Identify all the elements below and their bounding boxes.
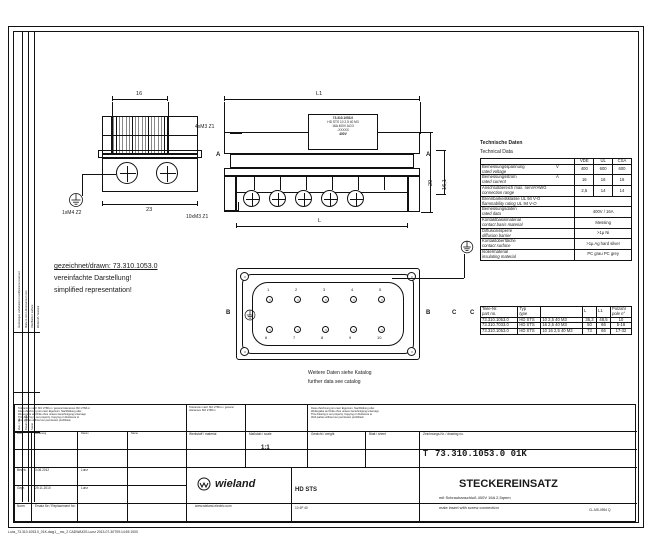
norm-note-0: Toleranzen nach ISO 2768-m / general tolerances ISO 2768-m xyxy=(18,407,90,410)
title-sub-en: male insert with screw connection xyxy=(439,505,499,510)
pin-4 xyxy=(350,296,357,303)
tech-row-label: Diffusionssperre diffusion barrier xyxy=(481,228,575,239)
weight-label: Gewicht / weight xyxy=(311,432,335,436)
parts-cell-2: 16 2,5 40 M3 xyxy=(541,323,583,329)
tech-row-label: Brennbarkeitsklasse UL 94 V-O flammability rating UL 94 V-O xyxy=(481,196,575,207)
parts-col-header-0: Teile-Nr. part no. xyxy=(481,307,518,318)
tech-col-header-3: CSA xyxy=(612,159,631,165)
catalog-note-en: further data see catalog xyxy=(308,379,361,385)
parts-col-header-4: L1 xyxy=(597,307,611,318)
rev-header-1: Änderung xyxy=(35,432,47,435)
view-mark-C-right: C xyxy=(470,310,475,316)
parts-cell-5: 17-32 xyxy=(610,329,631,335)
norm-note-top-4: third parties without our permission prohibited. xyxy=(311,416,365,420)
tech-col-header-1: VDE xyxy=(575,159,594,165)
pin-number-1: 1 xyxy=(267,287,270,292)
tech-cell-0 xyxy=(575,196,632,207)
company-logo xyxy=(197,477,211,496)
parts-cell-2: 10 16 2,5 40 M3 xyxy=(541,329,583,335)
parts-cell-0: 73.310.1053.0 xyxy=(481,317,518,323)
tech-row xyxy=(481,196,632,207)
view-mark-B-right: B xyxy=(426,310,431,316)
norm-label: Norm xyxy=(17,504,25,508)
strip-note-4: Zust. / rev. xyxy=(18,417,21,430)
tech-row xyxy=(481,239,632,250)
ground-symbol-front xyxy=(244,308,256,326)
parts-header-row xyxy=(481,307,632,318)
dimension-161-label: 16,1 xyxy=(442,179,448,190)
norm-note-1: Diese Zeichnung ist unser Eigentum. Nachbildung oder xyxy=(18,409,82,413)
parts-cell-3: 36,3 xyxy=(583,317,597,323)
parts-cell-1: HD STS xyxy=(518,323,541,329)
parts-row xyxy=(481,329,632,335)
mount-hole-tr xyxy=(407,272,416,281)
norm-note-4: third parties without our permission prohibited. xyxy=(18,418,72,422)
scale-value: 1:1 xyxy=(261,445,270,451)
pin-number-7: 7 xyxy=(293,335,296,340)
parts-cell-3: 50 xyxy=(583,323,597,329)
mount-hole-br xyxy=(407,347,416,356)
tech-row xyxy=(481,228,632,239)
docnum: CL-MS-0594 Q xyxy=(589,508,611,512)
pin-number-8: 8 xyxy=(321,335,324,340)
tech-row xyxy=(481,186,632,197)
tech-cell-1: 16 xyxy=(594,175,613,186)
dimension-L-label: L xyxy=(318,218,322,224)
rev-header-3: Name xyxy=(131,432,138,435)
parts-cell-3: 73 xyxy=(583,329,597,335)
pin-1 xyxy=(266,296,273,303)
screw-circle-right xyxy=(156,162,178,184)
company-url: www.wieland-electric.com xyxy=(195,504,232,508)
dimension-23-label: 23 xyxy=(146,207,153,213)
tech-row xyxy=(481,164,632,175)
drawing-no: 73.310.1053.0 01K xyxy=(435,449,527,459)
label-4xM3-Z1: 4xM3 Z1 xyxy=(195,124,215,130)
drawing-no-label: Zeichnungs-Nr. / drawing no. xyxy=(423,432,464,436)
gepr-label: Gepr. xyxy=(17,486,25,490)
label-1xM4-Z2: 1xM4 Z2 xyxy=(62,210,82,216)
gepr-name: Lunz xyxy=(81,486,88,490)
pin-5 xyxy=(378,296,385,303)
parts-cell-4: 66 xyxy=(597,329,611,335)
pin-8 xyxy=(322,326,329,333)
part-label-box xyxy=(308,114,378,150)
pin-10 xyxy=(378,326,385,333)
terminal-screw-3 xyxy=(295,190,312,207)
terminal-screw-2 xyxy=(269,190,286,207)
product-code: HD STS xyxy=(295,487,318,493)
drawn-note-de: vereinfachte Darstellung! xyxy=(54,275,132,282)
strip-note-0: Änderungen vorbehalten / modifications reserved xyxy=(18,271,21,328)
part-label-line-4: 400V xyxy=(339,132,347,136)
screw-circle-left xyxy=(116,162,138,184)
view-mark-A-right: A xyxy=(426,152,431,158)
gepr-date: 29.11.2010 xyxy=(35,486,51,490)
tech-row-label: Kontaktoberfläche contact surface xyxy=(481,239,575,250)
title-main: STECKEREINSATZ xyxy=(459,478,558,490)
tech-cell-0: 16 xyxy=(575,175,594,186)
parts-col-header-2 xyxy=(541,307,583,318)
parts-col-header-3: L xyxy=(583,307,597,318)
title-block xyxy=(186,404,636,522)
tech-cell-0: 400 xyxy=(575,164,594,175)
pin-9 xyxy=(350,326,357,333)
strip-note-2: Oberfläche / surface xyxy=(31,304,34,328)
tech-cell-0: 400V / 16A xyxy=(575,207,632,218)
view-mark-A-left: A xyxy=(216,152,221,158)
tech-table-title-en: Technical Data xyxy=(480,149,513,155)
parts-cell-4: 48,5 xyxy=(597,317,611,323)
tech-row xyxy=(481,175,632,186)
tech-row xyxy=(481,218,632,229)
terminal-screw-4 xyxy=(321,190,338,207)
replacement-label: Ersatz für / Replacement for: xyxy=(35,504,76,508)
parts-cell-5: 5-16 xyxy=(610,323,631,329)
pin-number-2: 2 xyxy=(295,287,298,292)
drawn-label: gezeichnet/drawn: 73.310.1053.0 xyxy=(54,263,158,270)
tech-cell-2: 600 xyxy=(612,164,631,175)
norm-note-top-2: Weitergabe an Dritte ohne unsere Genehmigung untersagt. xyxy=(311,410,380,414)
pin-number-5: 5 xyxy=(379,287,382,292)
rev-header-0: Zust. xyxy=(17,432,23,435)
bearb-name: Lunz xyxy=(81,468,88,472)
tech-cell-2: 16 xyxy=(612,175,631,186)
pin-7 xyxy=(294,326,301,333)
pin-number-4: 4 xyxy=(351,287,354,292)
ground-symbol-right xyxy=(460,240,474,259)
title-sub-de: mit Schraubanschluß 400V 16A 2,5qmm xyxy=(439,495,511,500)
label-10xM3-Z1: 10xM3 Z1 xyxy=(186,214,209,220)
mount-hole-tl xyxy=(240,272,249,281)
title-block-notes xyxy=(14,404,186,522)
product-code2: 10 4P 40 xyxy=(295,506,308,510)
technical-data-table xyxy=(480,158,632,261)
bearb-date: 3.08.2012 xyxy=(35,468,50,472)
tech-cell-1: 14 xyxy=(594,186,613,197)
tech-col-header-2: UL xyxy=(594,159,613,165)
company-name: wieland xyxy=(215,478,256,490)
tech-cell-0: >1µ Ni xyxy=(575,228,632,239)
catalog-note-de: Weitere Daten siehe Katalog xyxy=(308,370,372,376)
workshop-label: Werkstoff / material xyxy=(189,432,217,436)
tech-row xyxy=(481,207,632,218)
norm-note-top-0: Toleranzen nach ISO 2768-m / general tolerances ISO 2768-m xyxy=(189,406,234,412)
parts-cell-1: HD STS xyxy=(518,329,541,335)
sheet-label: Blatt / sheet xyxy=(369,432,386,436)
tech-cell-1: 600 xyxy=(594,164,613,175)
parts-cell-5: 10 xyxy=(610,317,631,323)
footer-text: Lunz_73.310.1053.0_01K-dwg1__mc_2 CADWAIOS-Lunz 2013-07-30T09:14:55 1000 xyxy=(8,530,138,534)
tech-cell-2: 14 xyxy=(612,186,631,197)
dimension-L1-label: L1 xyxy=(316,91,323,97)
strip-note-5: Datum / date xyxy=(25,415,28,430)
norm-note-3: This drawing is our property. Copying or disclosure to xyxy=(18,415,80,419)
tech-row-label: Kontaktbasismaterial contact basis material xyxy=(481,218,575,229)
pin-3 xyxy=(322,296,329,303)
parts-cell-0: 73.310.1053.0 xyxy=(481,329,518,335)
tech-cell-0: PC grau PC grey xyxy=(575,250,632,261)
dimension-29-label: 29 xyxy=(428,179,434,186)
part-label-line-1: HD STS 10 2,5 40 M3 xyxy=(327,120,359,124)
terminal-screw-1 xyxy=(243,190,260,207)
parts-cell-2: 10 2,5 40 M3 xyxy=(541,317,583,323)
strip-note-6: Name xyxy=(31,423,34,430)
scale-label: Maßstab / scale xyxy=(249,432,272,436)
part-label-line-0: 73.310.1053.0 xyxy=(332,116,354,120)
tech-row-label: Bemessungsdaten rated data xyxy=(481,207,575,218)
part-label-line-2: 16A 400V AC/3 xyxy=(332,124,354,128)
pin-number-3: 3 xyxy=(323,287,326,292)
parts-cell-1: HD STS xyxy=(518,317,541,323)
norm-note-2: Weitergabe an Dritte ohne unsere Genehmigung untersagt. xyxy=(18,412,87,416)
tech-cell-0: Messing xyxy=(575,218,632,229)
strip-note-1: Maße in mm / dimensions in mm xyxy=(25,290,28,328)
tech-table-title-de: Technische Daten xyxy=(480,140,523,146)
tech-cell-0: >1µ Ag hard silver xyxy=(575,239,632,250)
drawn-note-en: simplified representation! xyxy=(54,287,132,294)
rev-header-2: Datum xyxy=(81,432,89,435)
part-label-line-3: -XXXXX xyxy=(337,128,349,132)
parts-col-header-1: Typ type xyxy=(518,307,541,318)
parts-table xyxy=(480,306,632,335)
parts-col-header-5: Polzahl pole n° xyxy=(610,307,631,318)
tech-row-label: Bemessungsstrom A rated current xyxy=(481,175,575,186)
tech-cell-0: 2,5 xyxy=(575,186,594,197)
bearb-label: Bearb. xyxy=(17,468,27,472)
tech-row-label: Isoliermaterial insulating material xyxy=(481,250,575,261)
parts-cell-4: 66 xyxy=(597,323,611,329)
tech-row xyxy=(481,250,632,261)
view-mark-C-left: C xyxy=(452,310,457,316)
tech-row-label: Anschlußbereich max. nennº/AWG connection range xyxy=(481,186,575,197)
norm-note-top-1: Diese Zeichnung ist unser Eigentum. Nachbildung oder xyxy=(311,407,375,410)
view-mark-B-left: B xyxy=(226,310,231,316)
pin-6 xyxy=(266,326,273,333)
pin-number-6: 6 xyxy=(265,335,268,340)
pin-2 xyxy=(294,296,301,303)
tech-row-label: Bemessungsspannung V rated voltage xyxy=(481,164,575,175)
terminal-screw-5 xyxy=(347,190,364,207)
mount-hole-bl xyxy=(240,347,249,356)
parts-cell-0: 73.310.7033.0 xyxy=(481,323,518,329)
pin-number-10: 10 xyxy=(377,335,382,340)
strip-note-3: Werkstoff / material xyxy=(37,305,40,328)
pin-number-9: 9 xyxy=(349,335,352,340)
dimension-16-label: 16 xyxy=(136,91,143,97)
norm-note-top-3: This drawing is our property. Copying or disclosure to xyxy=(311,413,373,417)
type-prefix: T xyxy=(423,449,428,458)
